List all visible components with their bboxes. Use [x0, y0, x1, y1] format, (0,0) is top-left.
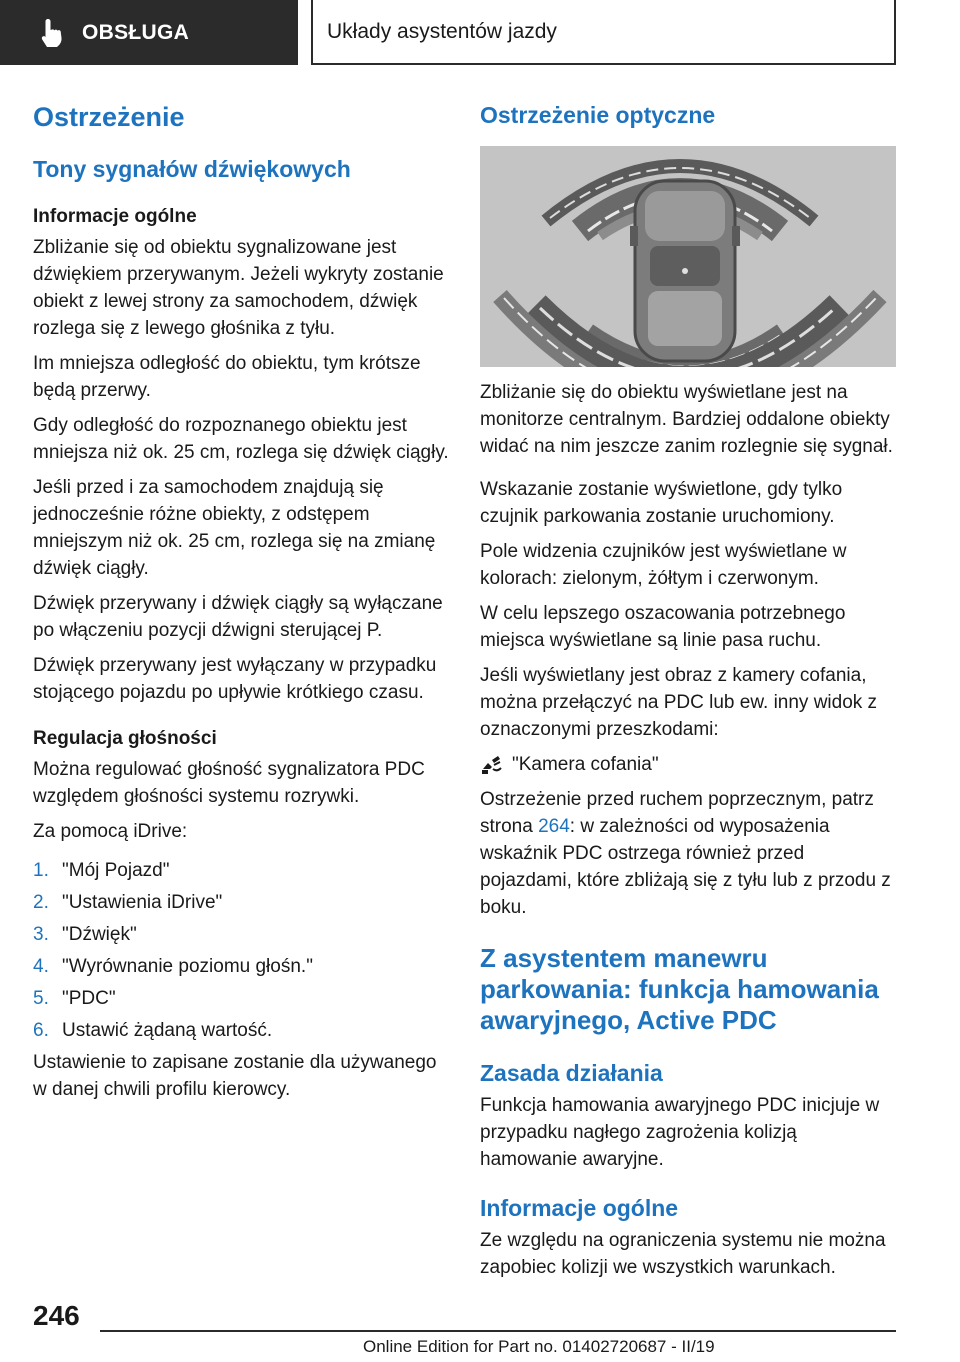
list-item: 3. "Dźwięk": [33, 924, 137, 945]
right-column: [480, 100, 896, 1281]
paragraph: Dźwięk przerywany jest wyłączany w przypadku stojącego pojazdu po upływie krótkiego czasu.: [33, 655, 437, 703]
hand-pointer-icon: [38, 16, 66, 50]
heading-signal-tones: Tony sygnałów dźwiękowych: [33, 156, 351, 182]
left-column: [33, 100, 453, 1103]
paragraph: Pole widzenia czujników jest wyświetlane w kolorach: zielonym, żółtym i czerwonym.: [480, 541, 847, 589]
camera-option: [480, 751, 896, 778]
list-item: 6. Ustawić żądaną wartość.: [33, 1020, 273, 1041]
heading-general-info-right: Informacje ogólne: [480, 1195, 679, 1221]
heading-volume: Regulacja głośności: [33, 728, 217, 749]
paragraph: Zbliżanie się od obiektu sygnalizowane jest dźwiękiem przerywanym. Jeżeli wykryty zostanie obiekt z lewej strony za samochodem, dźwięk rozlega się z lewego głośnika z tyłu.: [33, 237, 444, 339]
rear-camera-icon: [480, 754, 504, 776]
page-number: 246: [33, 1300, 80, 1331]
footer-divider: [100, 1330, 896, 1332]
paragraph: Gdy odległość do rozpoznanego obiektu jest mniejsza niż ok. 25 cm, rozlega się dźwięk ciągły.: [33, 415, 449, 463]
list-item: 1. "Mój Pojazd": [33, 860, 170, 881]
heading-warning: Ostrzeżenie: [33, 102, 185, 132]
paragraph: Zbliżanie się do obiektu wyświetlane jest na monitorze centralnym. Bardziej oddalone obiekty widać na nim jeszcze zanim rozlegnie się sygnał.: [480, 382, 893, 457]
list-item: 2. "Ustawienia iDrive": [33, 892, 223, 913]
paragraph: Ze względu na ograniczenia systemu nie można zapobiec kolizji we wszystkich warunkach.: [480, 1230, 886, 1278]
section-tab: [0, 0, 298, 65]
paragraph: Funkcja hamowania awaryjnego PDC inicjuje w przypadku nagłego zagrożenia kolizją hamowanie awaryjne.: [480, 1095, 880, 1170]
paragraph: Im mniejsza odległość do obiektu, tym krótsze będą przerwy.: [33, 353, 421, 401]
list-item: 4. "Wyrównanie poziomu głośn.": [33, 956, 313, 977]
paragraph: Ostrzeżenie przed ruchem poprzecznym, patrz strona 264: w zależności od wyposażenia wskaźnik PDC ostrzega również przed pojazdami, które zbliżają się z tyłu lub z przodu z boku.: [480, 789, 891, 918]
heading-principle: Zasada działania: [480, 1060, 663, 1086]
paragraph: Można regulować głośność sygnalizatora PDC względem głośności systemu rozrywki.: [33, 759, 425, 807]
section-title: OBSŁUGA: [82, 20, 190, 44]
edition-note: Online Edition for Part no. 01402720687 - II/19: [363, 1337, 715, 1356]
heading-general-info: Informacje ogólne: [33, 206, 197, 227]
paragraph: Dźwięk przerywany i dźwięk ciągły są wyłączane po włączeniu pozycji dźwigni sterującej P.: [33, 593, 443, 641]
heading-park-assistant: Z asystentem manewru parkowania: funkcja hamowania awaryjnego, Active PDC: [480, 943, 879, 1035]
paragraph: W celu lepszego oszacowania potrzebnego miejsca wyświetlane są linie pasa ruchu.: [480, 603, 846, 651]
paragraph: Jeśli przed i za samochodem znajdują się jednocześnie różne obiekty, z odstępem mniejszym niż ok. 25 cm, rozlega się na zmianę dźwięk ciągły.: [33, 477, 436, 579]
page-link[interactable]: 264: [538, 816, 570, 837]
chapter-title: Układy asystentów jazdy: [327, 19, 557, 43]
list-item: 5. "PDC": [33, 988, 116, 1009]
camera-option-label: "Kamera cofania": [512, 754, 659, 775]
paragraph: Wskazanie zostanie wyświetlone, gdy tylko czujnik parkowania zostanie uruchomiony.: [480, 479, 843, 527]
steps-list: [33, 857, 453, 1044]
paragraph: Za pomocą iDrive:: [33, 821, 188, 842]
pdc-display-figure: [480, 146, 896, 367]
chapter-header: [311, 0, 896, 65]
paragraph: Jeśli wyświetlany jest obraz z kamery cofania, można przełączyć na PDC lub ew. inny widok z oznaczonymi przeszkodami:: [480, 665, 878, 740]
heading-optical-warning: Ostrzeżenie optyczne: [480, 102, 716, 128]
paragraph: Ustawienie to zapisane zostanie dla używanego w danej chwili profilu kierowcy.: [33, 1052, 437, 1100]
pdc-car-illustration: [480, 146, 896, 367]
